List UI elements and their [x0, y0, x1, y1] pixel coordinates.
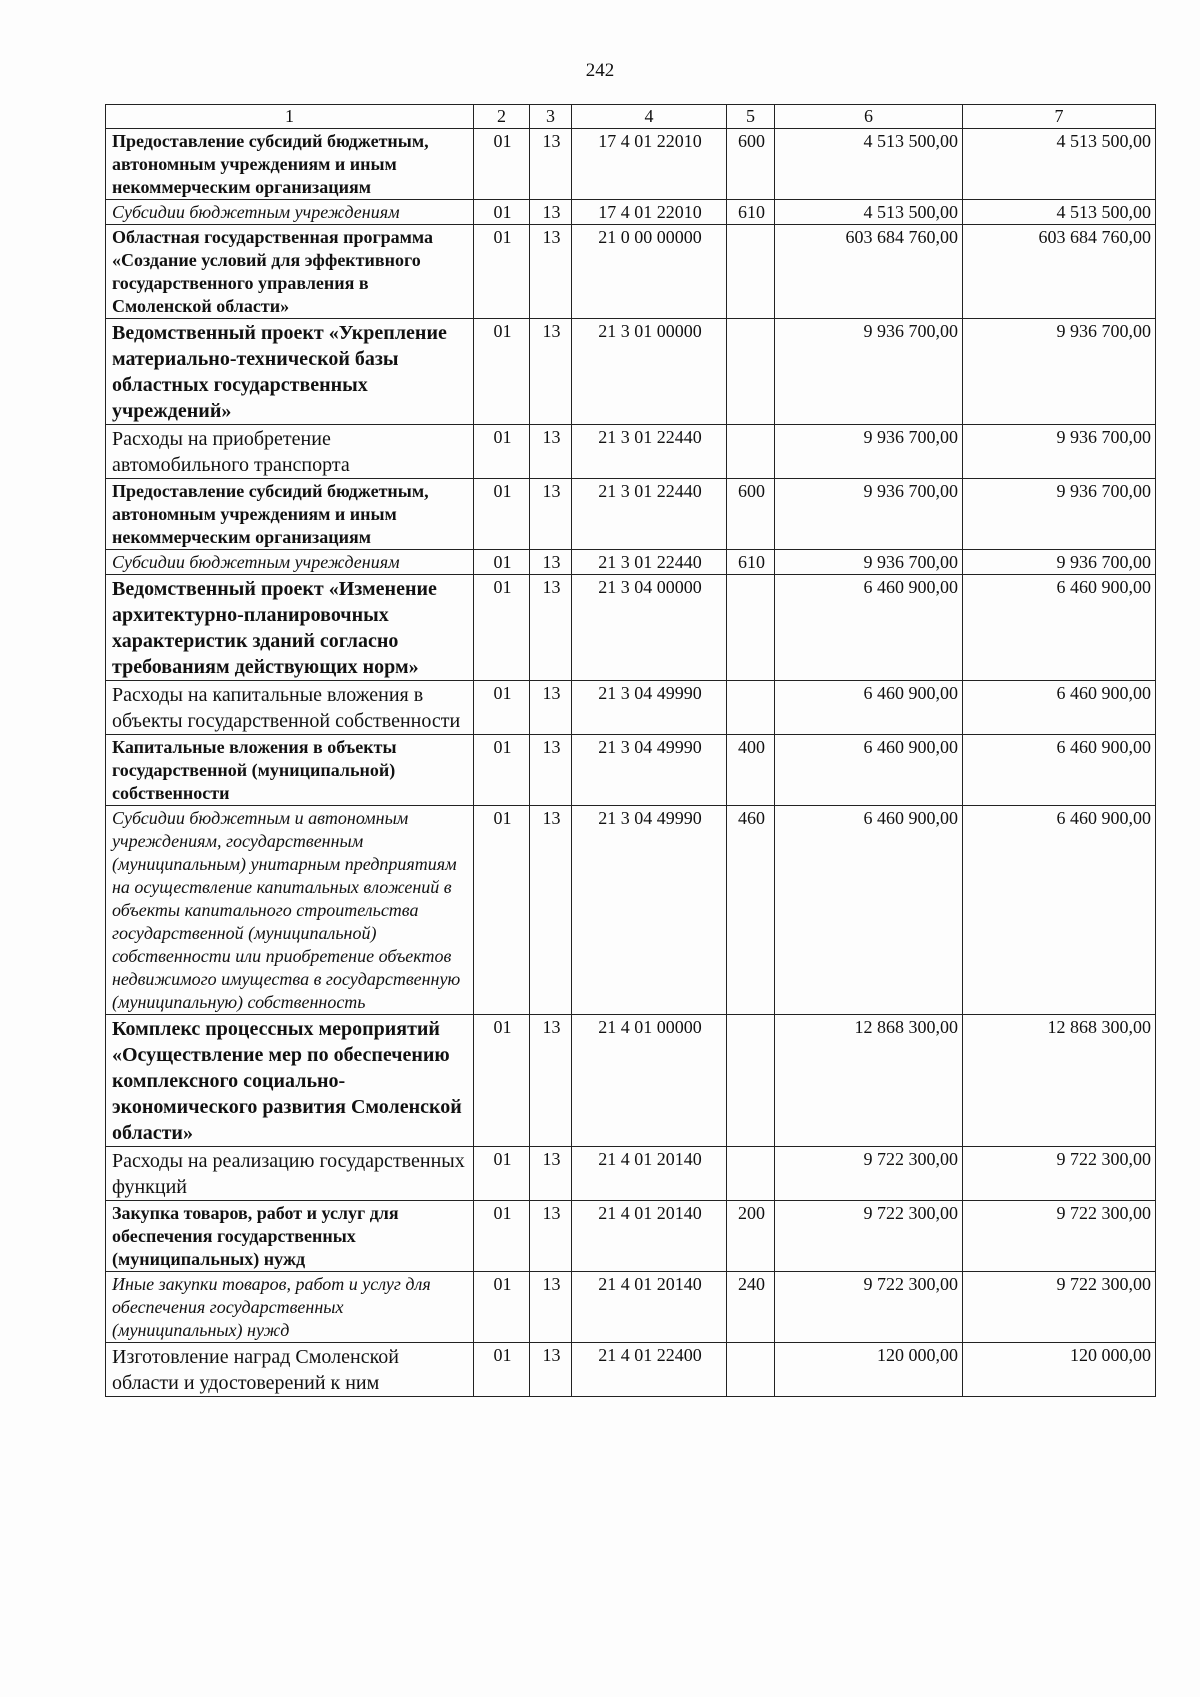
table-row: [106, 575, 1156, 681]
section-code-cell: 01: [474, 1201, 530, 1272]
amount-cell-col7: 603 684 760,00: [963, 225, 1156, 319]
expense-type-cell: 610: [727, 200, 775, 225]
table-row: [106, 735, 1156, 806]
subsection-code-cell: 13: [530, 1147, 572, 1201]
section-code-cell: 01: [474, 425, 530, 479]
subsection-code-cell: 13: [530, 425, 572, 479]
amount-cell-col6: 9 936 700,00: [775, 550, 963, 575]
table-row: [106, 225, 1156, 319]
expense-type-cell: [727, 1147, 775, 1201]
row-name-cell: Изготовление наград Смоленской области и удостоверений к ним: [106, 1343, 474, 1397]
amount-cell-col6: 9 936 700,00: [775, 425, 963, 479]
amount-cell-col7: 9 936 700,00: [963, 319, 1156, 425]
subsection-code-cell: 13: [530, 129, 572, 200]
table-row: [106, 425, 1156, 479]
table-row: [106, 550, 1156, 575]
target-article-cell: 21 3 04 49990: [572, 806, 727, 1015]
row-name-cell: Комплекс процессных мероприятий «Осуществление мер по обеспечению комплексного социально-экономического развития Смоленской области»: [106, 1015, 474, 1147]
amount-cell-col7: 9 936 700,00: [963, 425, 1156, 479]
section-code-cell: 01: [474, 1343, 530, 1397]
section-code-cell: 01: [474, 319, 530, 425]
expense-type-cell: 400: [727, 735, 775, 806]
amount-cell-col7: 6 460 900,00: [963, 575, 1156, 681]
section-code-cell: 01: [474, 1147, 530, 1201]
table-row: [106, 479, 1156, 550]
amount-cell-col6: 120 000,00: [775, 1343, 963, 1397]
section-code-cell: 01: [474, 550, 530, 575]
amount-cell-col6: 9 936 700,00: [775, 319, 963, 425]
subsection-code-cell: 13: [530, 681, 572, 735]
column-header: 1: [106, 105, 474, 129]
subsection-code-cell: 13: [530, 1015, 572, 1147]
amount-cell-col6: 603 684 760,00: [775, 225, 963, 319]
target-article-cell: 21 4 01 20140: [572, 1147, 727, 1201]
row-name-cell: Ведомственный проект «Укрепление материально-технической базы областных государственных учреждений»: [106, 319, 474, 425]
amount-cell-col6: 12 868 300,00: [775, 1015, 963, 1147]
column-header: 6: [775, 105, 963, 129]
target-article-cell: 21 3 01 00000: [572, 319, 727, 425]
amount-cell-col7: 6 460 900,00: [963, 681, 1156, 735]
target-article-cell: 17 4 01 22010: [572, 129, 727, 200]
target-article-cell: 21 3 01 22440: [572, 550, 727, 575]
subsection-code-cell: 13: [530, 1343, 572, 1397]
column-header: 3: [530, 105, 572, 129]
target-article-cell: 21 4 01 22400: [572, 1343, 727, 1397]
table-row: [106, 681, 1156, 735]
section-code-cell: 01: [474, 806, 530, 1015]
amount-cell-col6: 4 513 500,00: [775, 129, 963, 200]
target-article-cell: 21 3 01 22440: [572, 479, 727, 550]
target-article-cell: 17 4 01 22010: [572, 200, 727, 225]
table-row: [106, 319, 1156, 425]
subsection-code-cell: 13: [530, 1272, 572, 1343]
row-name-cell: Расходы на реализацию государственных функций: [106, 1147, 474, 1201]
expense-type-cell: [727, 575, 775, 681]
column-header: 5: [727, 105, 775, 129]
amount-cell-col7: 9 722 300,00: [963, 1272, 1156, 1343]
amount-cell-col6: 6 460 900,00: [775, 735, 963, 806]
row-name-cell: Областная государственная программа «Создание условий для эффективного государственного управления в Смоленской области»: [106, 225, 474, 319]
subsection-code-cell: 13: [530, 550, 572, 575]
amount-cell-col7: 9 722 300,00: [963, 1147, 1156, 1201]
amount-cell-col6: 6 460 900,00: [775, 575, 963, 681]
subsection-code-cell: 13: [530, 575, 572, 681]
expense-type-cell: [727, 681, 775, 735]
column-header: 7: [963, 105, 1156, 129]
section-code-cell: 01: [474, 681, 530, 735]
table-row: [106, 1272, 1156, 1343]
expense-type-cell: 240: [727, 1272, 775, 1343]
amount-cell-col7: 9 936 700,00: [963, 479, 1156, 550]
row-name-cell: Капитальные вложения в объекты государственной (муниципальной) собственности: [106, 735, 474, 806]
row-name-cell: Субсидии бюджетным учреждениям: [106, 200, 474, 225]
amount-cell-col6: 9 722 300,00: [775, 1272, 963, 1343]
amount-cell-col7: 9 722 300,00: [963, 1201, 1156, 1272]
row-name-cell: Закупка товаров, работ и услуг для обеспечения государственных (муниципальных) нужд: [106, 1201, 474, 1272]
expense-type-cell: 610: [727, 550, 775, 575]
subsection-code-cell: 13: [530, 1201, 572, 1272]
target-article-cell: 21 3 04 49990: [572, 735, 727, 806]
amount-cell-col7: 12 868 300,00: [963, 1015, 1156, 1147]
row-name-cell: Ведомственный проект «Изменение архитектурно-планировочных характеристик зданий согласно требованиям действующих норм»: [106, 575, 474, 681]
row-name-cell: Расходы на приобретение автомобильного транспорта: [106, 425, 474, 479]
row-name-cell: Предоставление субсидий бюджетным, автономным учреждениям и иным некоммерческим организациям: [106, 479, 474, 550]
subsection-code-cell: 13: [530, 735, 572, 806]
table-row: [106, 1147, 1156, 1201]
amount-cell-col6: 9 722 300,00: [775, 1147, 963, 1201]
section-code-cell: 01: [474, 200, 530, 225]
expense-type-cell: 600: [727, 129, 775, 200]
section-code-cell: 01: [474, 129, 530, 200]
expense-type-cell: [727, 319, 775, 425]
target-article-cell: 21 3 04 49990: [572, 681, 727, 735]
amount-cell-col7: 6 460 900,00: [963, 735, 1156, 806]
subsection-code-cell: 13: [530, 479, 572, 550]
expense-type-cell: 460: [727, 806, 775, 1015]
expense-type-cell: 200: [727, 1201, 775, 1272]
target-article-cell: 21 4 01 20140: [572, 1272, 727, 1343]
table-row: [106, 1201, 1156, 1272]
subsection-code-cell: 13: [530, 225, 572, 319]
section-code-cell: 01: [474, 1015, 530, 1147]
amount-cell-col7: 6 460 900,00: [963, 806, 1156, 1015]
amount-cell-col7: 4 513 500,00: [963, 200, 1156, 225]
section-code-cell: 01: [474, 575, 530, 681]
amount-cell-col7: 4 513 500,00: [963, 129, 1156, 200]
expense-type-cell: 600: [727, 479, 775, 550]
row-name-cell: Предоставление субсидий бюджетным, автономным учреждениям и иным некоммерческим организациям: [106, 129, 474, 200]
row-name-cell: Расходы на капитальные вложения в объекты государственной собственности: [106, 681, 474, 735]
target-article-cell: 21 3 01 22440: [572, 425, 727, 479]
section-code-cell: 01: [474, 225, 530, 319]
target-article-cell: 21 4 01 00000: [572, 1015, 727, 1147]
section-code-cell: 01: [474, 735, 530, 806]
expense-type-cell: [727, 225, 775, 319]
table-row: [106, 1343, 1156, 1397]
section-code-cell: 01: [474, 1272, 530, 1343]
amount-cell-col6: 4 513 500,00: [775, 200, 963, 225]
header-row: [106, 105, 1156, 129]
target-article-cell: 21 4 01 20140: [572, 1201, 727, 1272]
table-row: [106, 1015, 1156, 1147]
subsection-code-cell: 13: [530, 319, 572, 425]
amount-cell-col6: 6 460 900,00: [775, 681, 963, 735]
amount-cell-col6: 9 936 700,00: [775, 479, 963, 550]
expense-type-cell: [727, 425, 775, 479]
amount-cell-col7: 120 000,00: [963, 1343, 1156, 1397]
amount-cell-col7: 9 936 700,00: [963, 550, 1156, 575]
row-name-cell: Субсидии бюджетным учреждениям: [106, 550, 474, 575]
target-article-cell: 21 0 00 00000: [572, 225, 727, 319]
table-row: [106, 200, 1156, 225]
budget-table: [105, 104, 1156, 1397]
subsection-code-cell: 13: [530, 806, 572, 1015]
section-code-cell: 01: [474, 479, 530, 550]
amount-cell-col6: 9 722 300,00: [775, 1201, 963, 1272]
table-row: [106, 806, 1156, 1015]
row-name-cell: Субсидии бюджетным и автономным учреждениям, государственным (муниципальным) унитарным предприятиям на осуществление капитальных вложений в объекты капитального строительства государственной (муниципальной) собственности или приобретение объектов недвижимого имущества в государственную (муниципальную) собственность: [106, 806, 474, 1015]
amount-cell-col6: 6 460 900,00: [775, 806, 963, 1015]
column-header: 2: [474, 105, 530, 129]
expense-type-cell: [727, 1343, 775, 1397]
column-header: 4: [572, 105, 727, 129]
row-name-cell: Иные закупки товаров, работ и услуг для обеспечения государственных (муниципальных) нужд: [106, 1272, 474, 1343]
expense-type-cell: [727, 1015, 775, 1147]
target-article-cell: 21 3 04 00000: [572, 575, 727, 681]
table-row: [106, 129, 1156, 200]
page-number: 242: [585, 60, 615, 81]
subsection-code-cell: 13: [530, 200, 572, 225]
